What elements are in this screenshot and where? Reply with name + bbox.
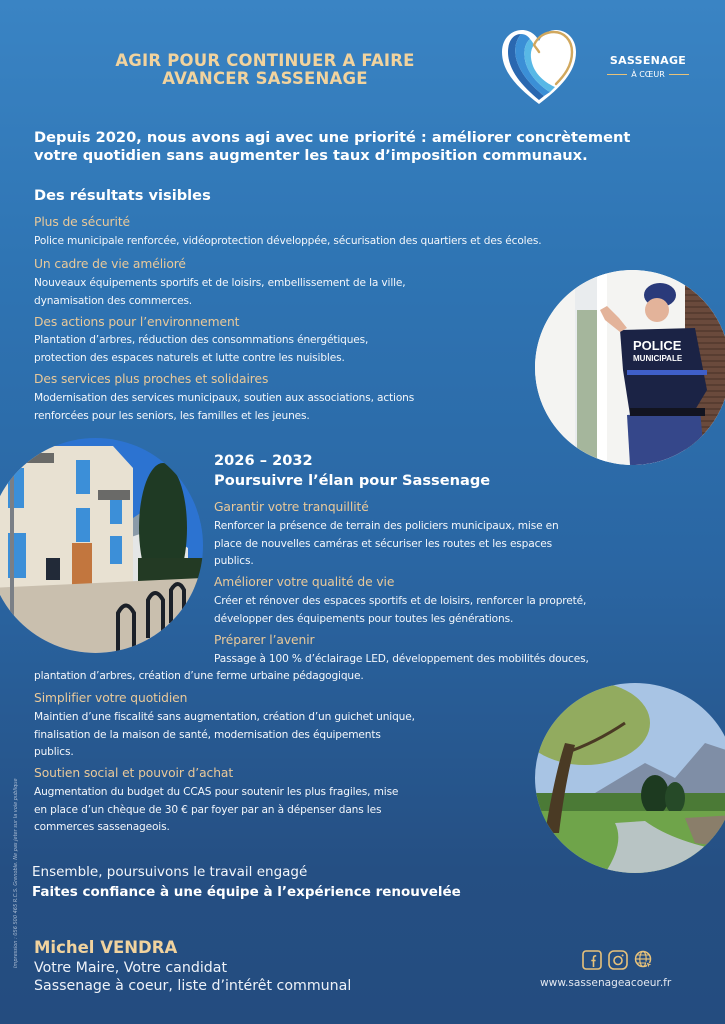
text-line: Maintien d’une fiscalité sans augmentation, création d’un guichet unique,	[34, 711, 415, 723]
candidate-name: Michel VENDRA	[34, 938, 178, 957]
results-item-text	[34, 390, 414, 425]
brand-sub-text: À CŒUR	[631, 70, 665, 79]
results-item-title: Des services plus proches et solidaires	[34, 372, 269, 386]
plan-item-title: Garantir votre tranquillité	[214, 500, 369, 514]
candidate-role: Votre Maire, Votre candidat	[34, 960, 228, 976]
plan-item-text: Passage à 100 % d’éclairage LED, développement des mobilités douces,	[214, 653, 589, 665]
text-line: Plantation d’arbres, réduction des consommations énergétiques,	[34, 334, 369, 346]
text-line: protection des espaces naturels et lutte contre les nuisibles.	[34, 351, 345, 364]
landscape-photo	[535, 683, 725, 873]
results-item-title: Plus de sécurité	[34, 215, 131, 229]
text-line: publics.	[34, 746, 74, 759]
main-title	[70, 52, 460, 88]
police-badge-text: POLICE	[633, 338, 682, 353]
results-heading: Des résultats visibles	[34, 187, 211, 204]
text-line: renforcées pour les seniors, les familles et les jeunes.	[34, 409, 310, 422]
plan-item-text	[34, 784, 398, 837]
intro-line1: Depuis 2020, nous avons agi avec une priorité : améliorer concrètement	[34, 129, 631, 146]
heart-logo-icon	[498, 26, 580, 108]
intro	[34, 129, 704, 165]
main-title-line2: AVANCER SASSENAGE	[162, 69, 368, 88]
text-line: développer des équipements pour toutes les générations.	[214, 612, 514, 625]
intro-line2: votre quotidien sans augmenter les taux d’imposition communaux.	[34, 147, 588, 164]
closing-line2: Faites confiance à une équipe à l’expérience renouvelée	[32, 884, 461, 900]
townhall-photo	[0, 438, 203, 653]
plan-item-title: Simplifier votre quotidien	[34, 691, 188, 705]
police-photo	[535, 270, 725, 465]
plan-item-text	[214, 518, 559, 571]
plan-item-title: Améliorer votre qualité de vie	[214, 575, 395, 589]
list-name: Sassenage à coeur, liste d’intérêt communal	[34, 978, 352, 994]
brand-sub	[598, 70, 698, 79]
website-link[interactable]: www.sassenageacoeur.fr	[540, 977, 672, 989]
text-line: Renforcer la présence de terrain des policiers municipaux, mise en	[214, 520, 559, 532]
social-links	[582, 950, 654, 970]
text-line: en place d’un chèque de 30 € par foyer par an à dépenser dans les	[34, 803, 382, 816]
results-item-text	[34, 275, 406, 310]
plan-years: 2026 – 2032	[214, 452, 313, 469]
text-line: finalisation de la maison de santé, modernisation des équipements	[34, 728, 381, 741]
instagram-icon[interactable]	[608, 950, 628, 970]
legal-notice: Impression : 056 500 465 R.C.S. Grenoble. Ne pas jeter sur la voie publique	[13, 778, 19, 968]
results-item-title: Un cadre de vie amélioré	[34, 257, 186, 271]
results-item-text	[34, 332, 368, 367]
facebook-icon[interactable]	[582, 950, 602, 970]
results-item-text: Police municipale renforcée, vidéoprotection développée, sécurisation des quartiers et des écoles.	[34, 235, 542, 247]
divider	[669, 74, 689, 75]
plan-item-title: Soutien social et pouvoir d’achat	[34, 766, 234, 780]
results-item-title: Des actions pour l’environnement	[34, 315, 240, 329]
plan-heading: Poursuivre l’élan pour Sassenage	[214, 472, 491, 489]
web-icon[interactable]	[634, 950, 654, 970]
text-line: commerces sassenageois.	[34, 821, 170, 834]
text-line: dynamisation des commerces.	[34, 294, 193, 307]
plan-item-text: plantation d’arbres, création d’une ferme urbaine pédagogique.	[34, 670, 364, 682]
text-line: Créer et rénover des espaces sportifs et de loisirs, renforcer la propreté,	[214, 595, 587, 607]
plan-item-text	[34, 709, 415, 762]
brand-name: SASSENAGE	[609, 54, 687, 67]
brand	[598, 54, 698, 79]
text-line: Augmentation du budget du CCAS pour soutenir les plus fragiles, mise	[34, 786, 399, 798]
plan-item-title: Préparer l’avenir	[214, 633, 315, 647]
text-line: publics.	[214, 555, 254, 568]
text-line: place de nouvelles caméras et sécuriser les routes et les espaces	[214, 537, 553, 550]
closing-line1: Ensemble, poursuivons le travail engagé	[32, 864, 308, 880]
main-title-line1: AGIR POUR CONTINUER A FAIRE	[115, 51, 415, 70]
divider	[607, 74, 627, 75]
plan-item-text	[214, 593, 586, 628]
police-badge-text: MUNICIPALE	[633, 354, 683, 363]
text-line: Nouveaux équipements sportifs et de loisirs, embellissement de la ville,	[34, 277, 406, 289]
text-line: Modernisation des services municipaux, soutien aux associations, actions	[34, 392, 415, 404]
